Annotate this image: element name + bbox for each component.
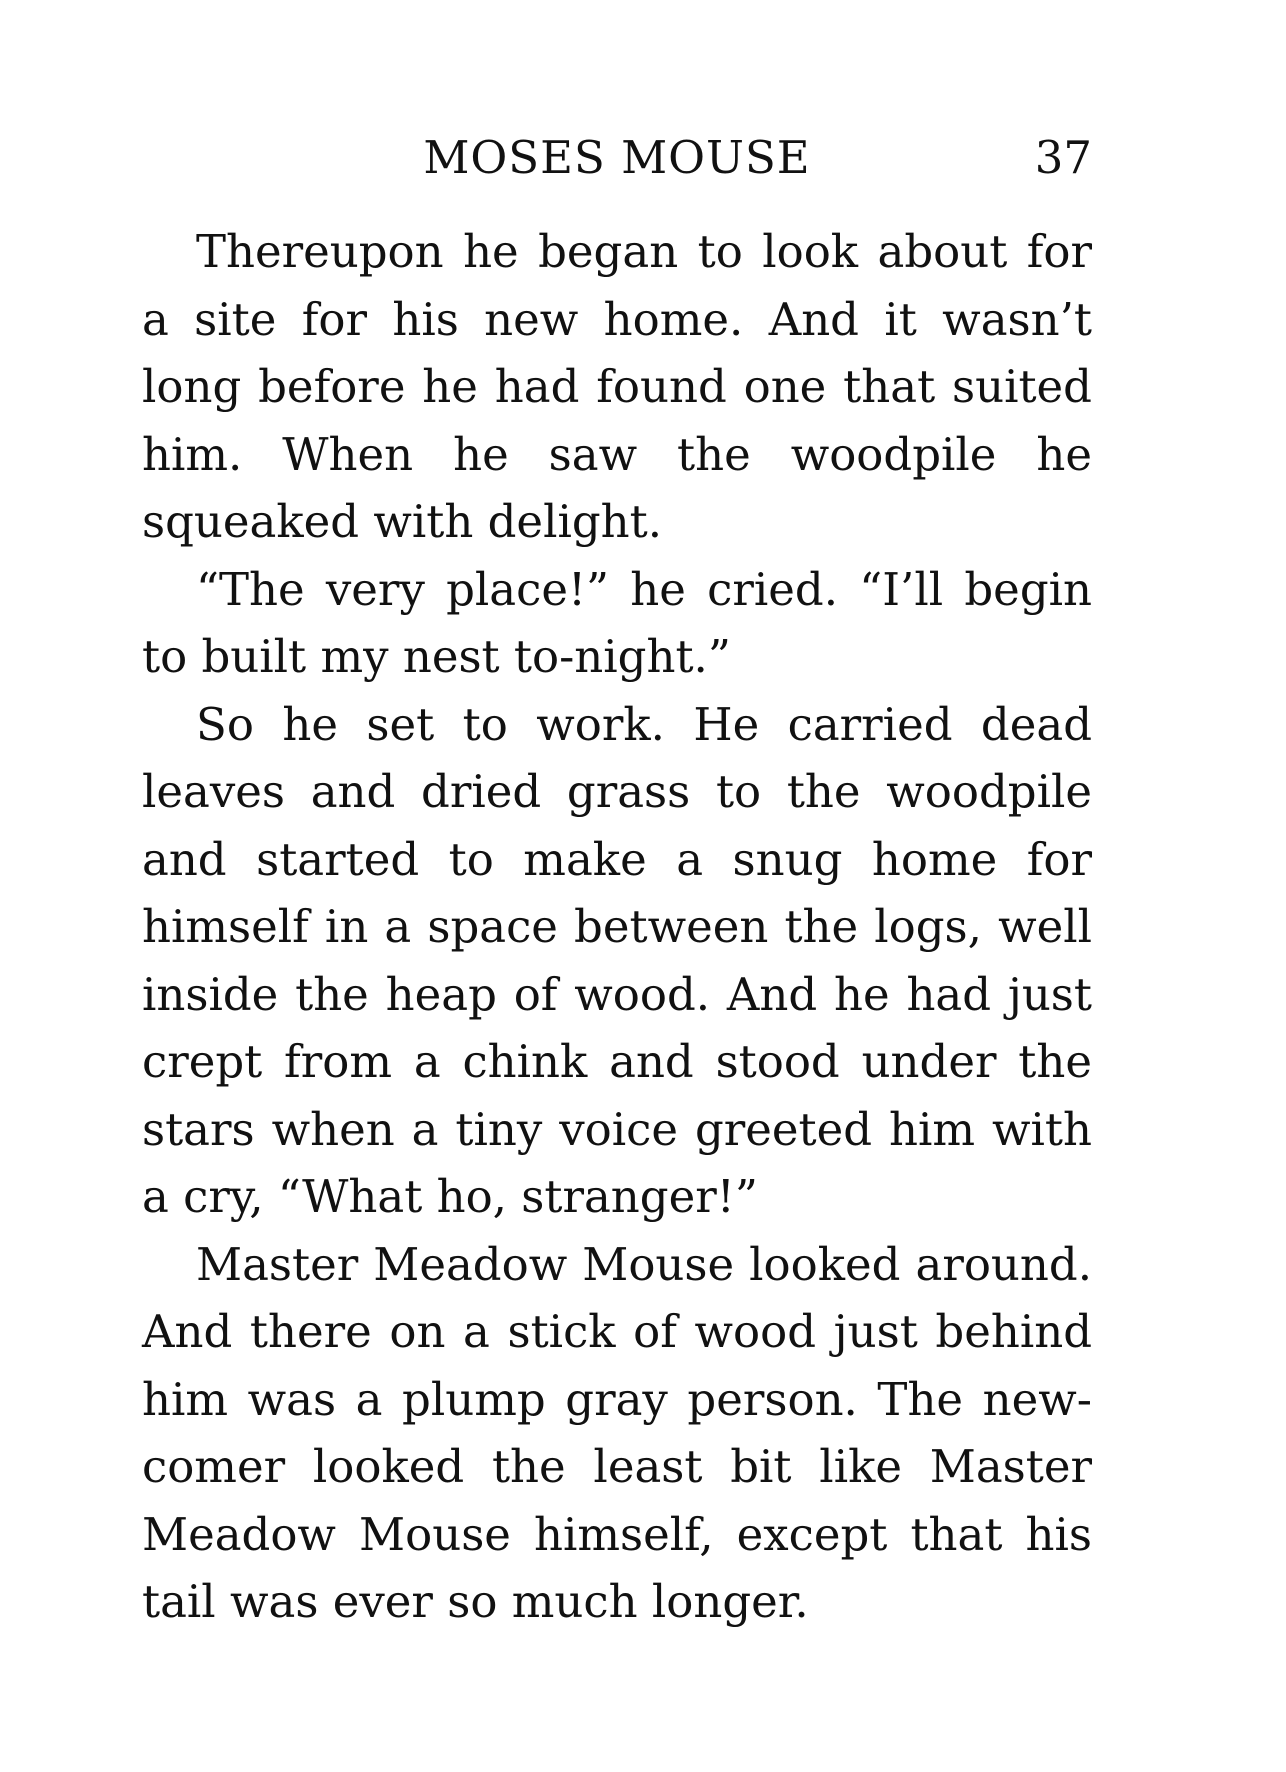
page-number: 37: [1034, 131, 1092, 184]
page-header: [142, 128, 1092, 188]
running-title: MOSES MOUSE: [423, 131, 811, 184]
paragraph: “The very place!” he cried. “I’ll begin to built my nest to-night.”: [142, 562, 1092, 683]
paragraph: Master Meadow Mouse looked around. And there on a stick of wood just behind him was a plump gray person. The newcomer looked the least bit like Master Meadow Mouse himself, except that his tail was ever so much longer.: [142, 1237, 1092, 1628]
paragraph: So he set to work. He carried dead leaves and dried grass to the woodpile and started to make a snug home for himself in a space between the logs, well inside the heap of wood. And he had just crept from a chink and stood under the stars when a tiny voice greeted him with a cry, “What ho, stranger!”: [142, 697, 1092, 1223]
paragraph: Thereupon he began to look about for a site for his new home. And it wasn’t long before he had found one that suited him. When he saw the woodpile he squeaked with delight.: [142, 225, 1092, 548]
body-text: [142, 218, 1092, 1636]
